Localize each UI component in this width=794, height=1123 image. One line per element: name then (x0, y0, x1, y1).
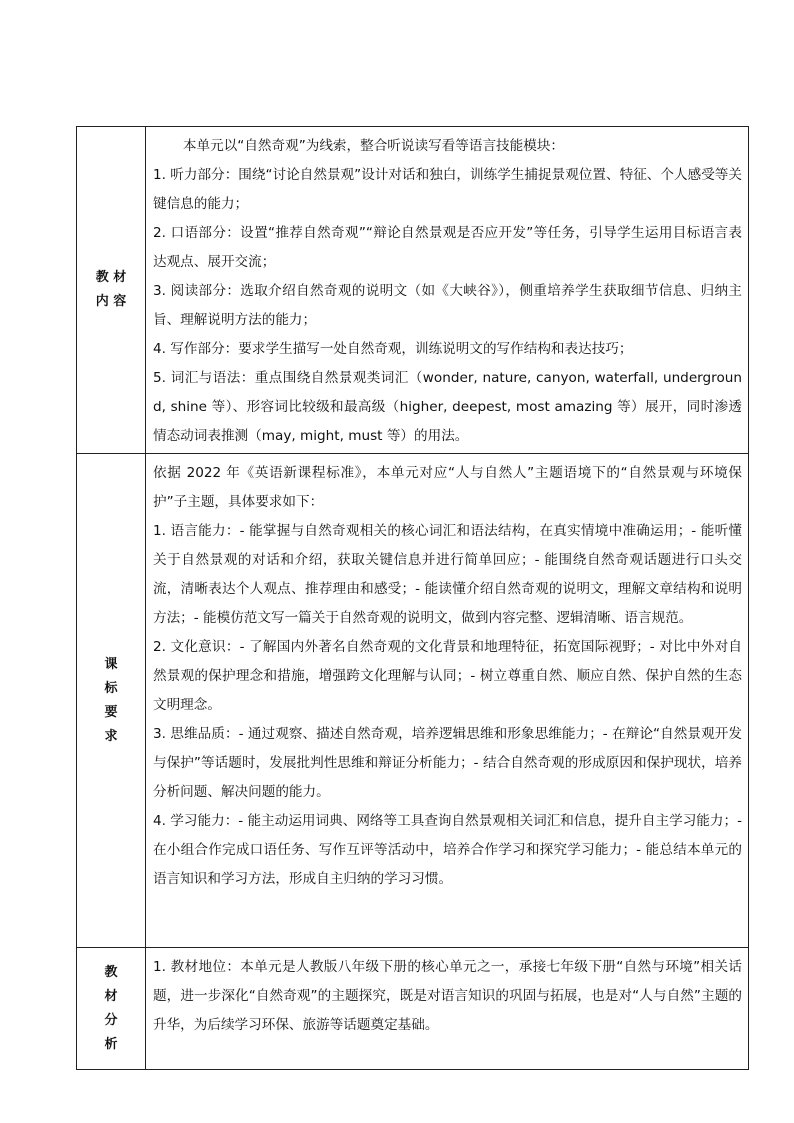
row-teaching-content (77, 127, 749, 454)
paragraph: 1. 听力部分：围绕“讨论自然景观”设计对话和独白，训练学生捕捉景观位置、特征、个人感受等关键信息的能力； (153, 167, 742, 212)
paragraph: 2. 口语部分：设置“推荐自然奇观”“辩论自然景观是否应开发”等任务，引导学生运用目标语言表达观点、展开交流； (153, 225, 742, 270)
paragraph: 4. 学习能力：- 能主动运用词典、网络等工具查询自然景观相关词汇和信息，提升自主学习能力；- 在小组合作完成口语任务、写作互评等活动中，培养合作学习和探究学习能力；- 能总结本单元的语言知识和学习方法，形成自主归纳的学习习惯。 (153, 813, 742, 887)
paragraph: 1. 教材地位：本单元是人教版八年级下册的核心单元之一，承接七年级下册“自然与环境”相关话题，进一步深化“自然奇观”的主题探究，既是对语言知识的巩固与拓展，也是对“人与自然”主题的升华，为后续学习环保、旅游等话题奠定基础。 (153, 959, 742, 1033)
label-line: 教 (104, 964, 118, 980)
content-textbook-analysis (146, 948, 749, 1070)
paragraph: 依据 2022 年《英语新课程标准》，本单元对应“人与自然人”主题语境下的“自然景观与环境保护”子主题，具体要求如下： (153, 465, 742, 510)
label-line: 分 (104, 1012, 118, 1028)
label-teaching-content (77, 127, 146, 454)
label-line: 内 容 (95, 294, 127, 309)
paragraph: 1. 语言能力：- 能掌握与自然奇观相关的核心词汇和语法结构，在真实情境中准确运用；- 能听懂关于自然景观的对话和介绍，获取关键信息并进行简单回应；- 能围绕自然奇观话题进行口头交流，清晰表达个人观点、推荐理由和感受；- 能读懂介绍自然奇观的说明文，理解文章结构和说明方法；- 能模仿范文写一篇关于自然奇观的说明文，做到内容完整、逻辑清晰、语言规范。 (153, 523, 742, 626)
paragraph: 3. 思维品质：- 通过观察、描述自然奇观，培养逻辑思维和形象思维能力；- 在辩论“自然景观开发与保护”等话题时，发展批判性思维和辩证分析能力；- 结合自然奇观的形成原因和保护现状，培养分析问题、解决问题的能力。 (153, 726, 742, 800)
label-line: 求 (104, 728, 118, 744)
content-teaching-content (146, 127, 749, 454)
label-line: 教 材 (95, 270, 127, 285)
label-line: 要 (104, 704, 118, 720)
lesson-plan-table (76, 126, 749, 1070)
label-line: 标 (104, 680, 118, 696)
paragraph: 2. 文化意识：- 了解国内外著名自然奇观的文化背景和地理特征，拓宽国际视野；- 对比中外对自然景观的保护理念和措施，增强跨文化理解与认同；- 树立尊重自然、顺应自然、保护自然的生态文明理念。 (153, 639, 742, 713)
row-curriculum-requirements (77, 454, 749, 948)
paragraph: 本单元以“自然奇观”为线索，整合听说读写看等语言技能模块： (182, 138, 565, 154)
content-curriculum-requirements (146, 454, 749, 948)
label-line: 材 (104, 988, 118, 1004)
label-curriculum-requirements (77, 454, 146, 948)
label-textbook-analysis (77, 948, 146, 1070)
paragraph: 4. 写作部分：要求学生描写一处自然奇观，训练说明文的写作结构和表达技巧； (153, 341, 633, 357)
paragraph: 5. 词汇与语法：重点围绕自然景观类词汇（wonder, nature, canyon, waterfall, underground, shine 等）、形容词比较级和最高级（higher, deepest, most amazing 等）展开，同时渗透情态动词表推测（may, might, must 等）的用法。 (153, 370, 742, 444)
label-line: 课 (104, 656, 118, 672)
row-textbook-analysis (77, 948, 749, 1070)
paragraph: 3. 阅读部分：选取介绍自然奇观的说明文（如《大峡谷》），侧重培养学生获取细节信息、归纳主旨、理解说明方法的能力； (153, 283, 742, 328)
label-line: 析 (104, 1036, 118, 1052)
